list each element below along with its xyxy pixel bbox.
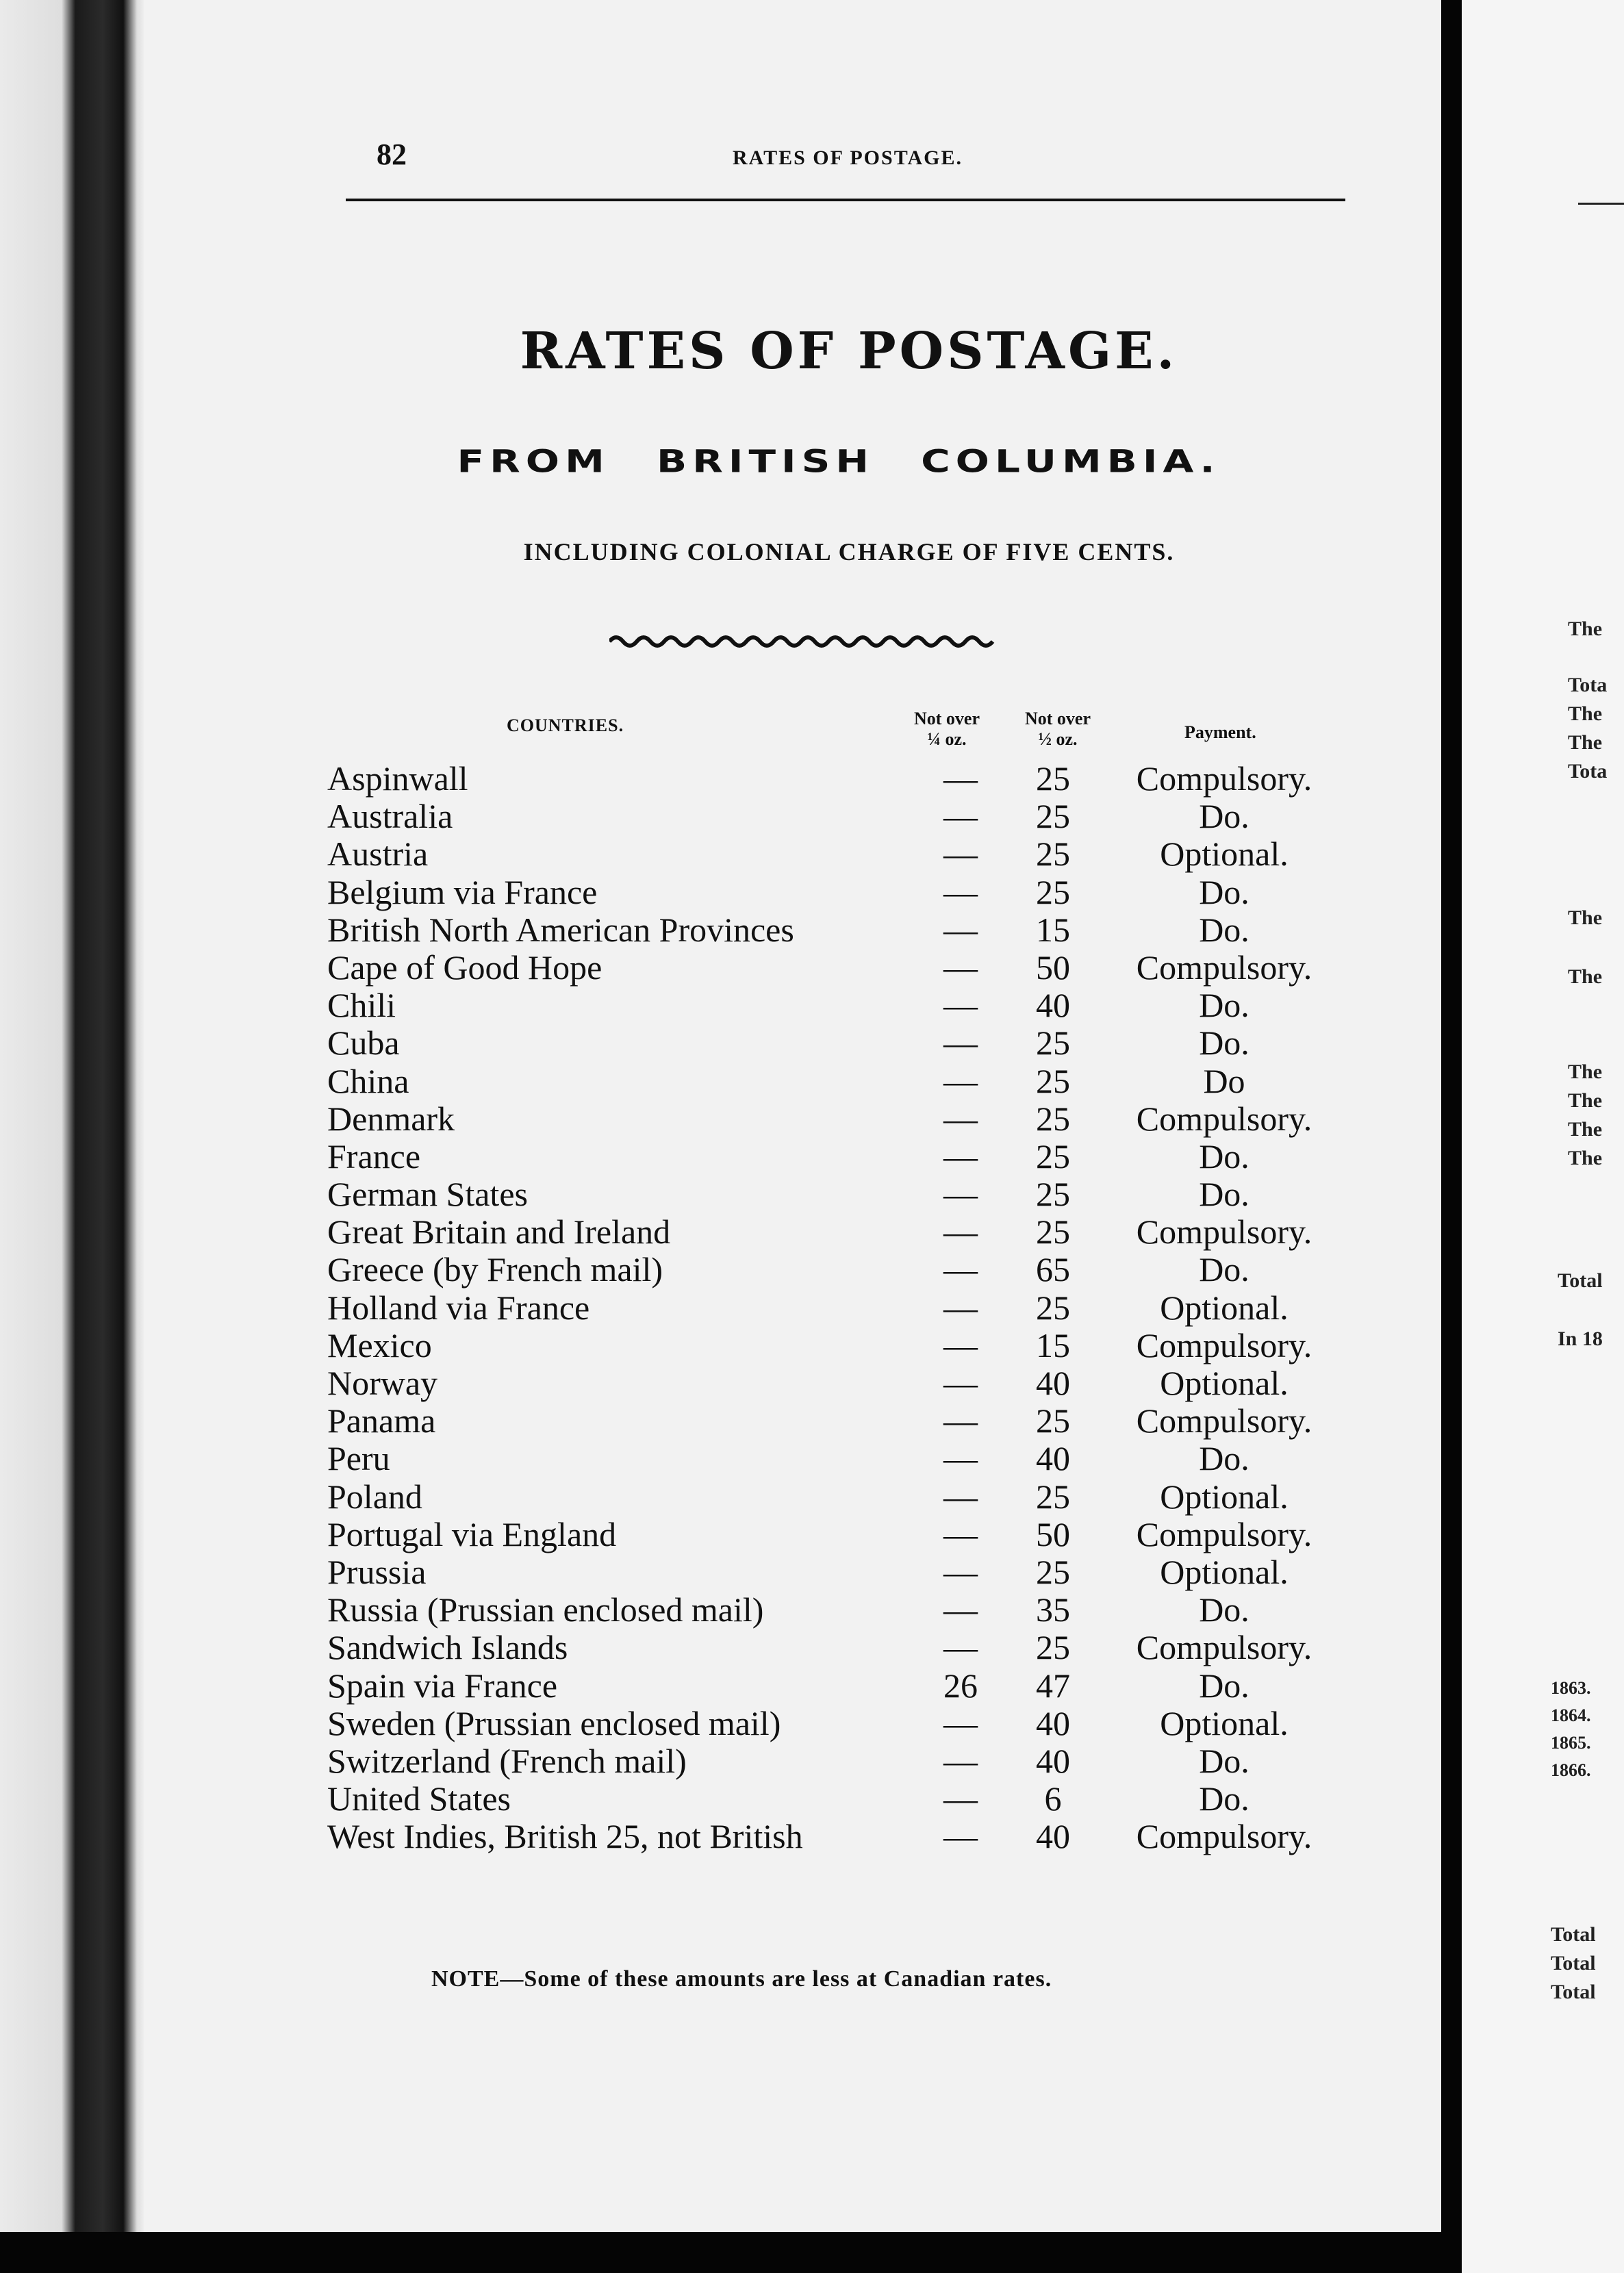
table-row (327, 874, 1354, 911)
table-row (327, 1780, 1354, 1818)
header-countries: COUNTRIES. (507, 715, 624, 735)
table-row (327, 1251, 1354, 1288)
fragment-text: Total (1551, 1952, 1596, 1974)
table-row (327, 1516, 1354, 1553)
table-row (327, 1402, 1354, 1440)
payment-type: Do (1203, 1061, 1245, 1100)
half-oz-rate: 25 (1036, 1628, 1070, 1667)
payment-type: Do. (1199, 1175, 1249, 1214)
half-oz-rate: 25 (1036, 835, 1070, 874)
fragment-text: The (1568, 1061, 1603, 1083)
country-name: Switzerland (French mail) (327, 1741, 687, 1780)
payment-type: Compulsory. (1136, 948, 1312, 987)
table-row (327, 1440, 1354, 1477)
payment-type: Optional. (1160, 1552, 1289, 1591)
quarter-oz-rate: — (943, 910, 978, 949)
page-title: RATES OF POSTAGE. (520, 322, 1178, 381)
page-subtitle: FROM BRITISH COLUMBIA. (457, 443, 1221, 480)
fragment-text: Tota (1568, 674, 1608, 696)
header-quarter-line1: Not over (913, 709, 980, 728)
payment-type: Do. (1199, 1779, 1249, 1818)
payment-type: Compulsory. (1136, 1628, 1312, 1667)
half-oz-rate: 40 (1036, 986, 1070, 1025)
table-row (327, 1818, 1354, 1855)
half-oz-rate: 6 (1044, 1779, 1062, 1818)
payment-type: Do. (1199, 910, 1249, 949)
country-name: Denmark (327, 1099, 455, 1138)
payment-type: Optional. (1160, 835, 1289, 874)
half-oz-rate: 47 (1036, 1666, 1070, 1705)
payment-type: Do. (1199, 1590, 1249, 1629)
charge-line: INCLUDING COLONIAL CHARGE OF FIVE CENTS. (523, 538, 1175, 566)
quarter-oz-rate: — (943, 1364, 978, 1402)
payment-type: Optional. (1160, 1703, 1289, 1742)
facing-page-fragment (1462, 0, 1624, 2273)
half-oz-rate: 25 (1036, 1061, 1070, 1100)
country-name: Cuba (327, 1024, 400, 1063)
fragment-text: 1864. (1551, 1705, 1591, 1725)
running-head (346, 137, 1345, 201)
half-oz-rate: 40 (1036, 1741, 1070, 1780)
country-name: German States (327, 1175, 528, 1214)
country-name: Poland (327, 1477, 422, 1516)
quarter-oz-rate: — (943, 1590, 978, 1629)
quarter-oz-rate: — (943, 1779, 978, 1818)
fragment-text: The (1568, 965, 1603, 988)
fragment-text: Total (1551, 1923, 1596, 1946)
quarter-oz-rate: — (943, 797, 978, 836)
half-oz-rate: 25 (1036, 1024, 1070, 1063)
quarter-oz-rate: — (943, 1703, 978, 1742)
footnote: NOTE—Some of these amounts are less at Canadian rates. (431, 1966, 1052, 1992)
table-row (327, 987, 1354, 1024)
page-gutter (1441, 0, 1462, 2273)
quarter-oz-rate: — (943, 1325, 978, 1364)
payment-type: Do. (1199, 1024, 1249, 1063)
header-half-oz (1006, 709, 1109, 750)
payment-type: Compulsory. (1136, 1401, 1312, 1440)
table-row (327, 1100, 1354, 1138)
table-row (327, 1742, 1354, 1780)
half-oz-rate: 15 (1036, 910, 1070, 949)
half-oz-rate: 25 (1036, 1099, 1070, 1138)
quarter-oz-rate: — (943, 1061, 978, 1100)
table-row (327, 1327, 1354, 1364)
country-name: Australia (327, 797, 453, 836)
table-row (327, 1478, 1354, 1516)
table-row (327, 798, 1354, 835)
table-row (327, 1213, 1354, 1251)
table-row (327, 1553, 1354, 1591)
payment-type: Compulsory. (1136, 1325, 1312, 1364)
quarter-oz-rate: — (943, 1136, 978, 1176)
half-oz-rate: 65 (1036, 1250, 1070, 1289)
half-oz-rate: 40 (1036, 1364, 1070, 1402)
half-oz-rate: 25 (1036, 759, 1070, 798)
payment-type: Do. (1199, 1136, 1249, 1176)
payment-type: Optional. (1160, 1477, 1289, 1516)
country-name: Norway (327, 1364, 438, 1402)
page-number: 82 (377, 138, 407, 171)
quarter-oz-rate: — (943, 759, 978, 798)
table-row (327, 949, 1354, 987)
country-name: France (327, 1136, 421, 1176)
fragment-text: Tota (1568, 760, 1608, 783)
quarter-oz-rate: — (943, 1477, 978, 1516)
country-name: Cape of Good Hope (327, 948, 602, 987)
fragment-text: The (1568, 1118, 1603, 1141)
payment-type: Do. (1199, 1741, 1249, 1780)
quarter-oz-rate: — (943, 1099, 978, 1138)
table-row (327, 760, 1354, 798)
quarter-oz-rate: — (943, 835, 978, 874)
half-oz-rate: 25 (1036, 1288, 1070, 1327)
country-name: China (327, 1061, 409, 1100)
table-row (327, 1667, 1354, 1705)
fragment-text: The (1568, 1147, 1603, 1169)
half-oz-rate: 15 (1036, 1325, 1070, 1364)
country-name: British North American Provinces (327, 910, 794, 949)
country-name: Great Britain and Ireland (327, 1212, 671, 1252)
half-oz-rate: 25 (1036, 1401, 1070, 1440)
table-row (327, 1591, 1354, 1629)
table-row (327, 911, 1354, 949)
half-oz-rate: 25 (1036, 872, 1070, 911)
header-quarter-line2: ¼ oz. (927, 729, 967, 749)
country-name: United States (327, 1779, 511, 1818)
payment-type: Optional. (1160, 1364, 1289, 1402)
fragment-text: 1865. (1551, 1733, 1591, 1753)
half-oz-rate: 40 (1036, 1439, 1070, 1478)
book-spine (0, 0, 144, 2273)
table-row (327, 1176, 1354, 1213)
quarter-oz-rate: — (943, 1514, 978, 1553)
payment-type: Compulsory. (1136, 1099, 1312, 1138)
fragment-text: In 18 (1558, 1328, 1603, 1350)
half-oz-rate: 50 (1036, 1514, 1070, 1553)
country-name: Prussia (327, 1552, 427, 1591)
half-oz-rate: 25 (1036, 1477, 1070, 1516)
country-name: Sweden (Prussian enclosed mail) (327, 1703, 781, 1742)
half-oz-rate: 25 (1036, 1552, 1070, 1591)
payment-type: Do. (1199, 1439, 1249, 1478)
quarter-oz-rate: — (943, 1175, 978, 1214)
quarter-oz-rate: — (943, 1024, 978, 1063)
quarter-oz-rate: 26 (943, 1666, 978, 1705)
payment-type: Compulsory. (1136, 759, 1312, 798)
country-name: Sandwich Islands (327, 1628, 568, 1667)
payment-type: Do. (1199, 797, 1249, 836)
half-oz-rate: 25 (1036, 1175, 1070, 1214)
country-name: Russia (Prussian enclosed mail) (327, 1590, 764, 1629)
country-name: Aspinwall (327, 759, 468, 798)
quarter-oz-rate: — (943, 1401, 978, 1440)
quarter-oz-rate: — (943, 948, 978, 987)
quarter-oz-rate: — (943, 1250, 978, 1289)
payment-type: Do. (1199, 986, 1249, 1025)
header-half-line2: ½ oz. (1038, 729, 1078, 749)
quarter-oz-rate: — (943, 1212, 978, 1252)
quarter-oz-rate: — (943, 872, 978, 911)
country-name: Belgium via France (327, 872, 598, 911)
fragment-text: 1866. (1551, 1760, 1591, 1780)
header-payment: Payment. (1184, 722, 1256, 742)
payment-type: Do. (1199, 872, 1249, 911)
half-oz-rate: 25 (1036, 1136, 1070, 1176)
fragment-text: 1863. (1551, 1678, 1591, 1698)
quarter-oz-rate: — (943, 1817, 978, 1856)
fragment-text: The (1568, 731, 1603, 754)
table-row (327, 1063, 1354, 1100)
payment-type: Do. (1199, 1666, 1249, 1705)
wavy-rule-ornament (609, 626, 1000, 654)
country-name: Chili (327, 986, 396, 1025)
country-name: Holland via France (327, 1288, 590, 1327)
table-row (327, 1364, 1354, 1402)
half-oz-rate: 35 (1036, 1590, 1070, 1629)
payment-type: Compulsory. (1136, 1212, 1312, 1252)
payment-type: Compulsory. (1136, 1817, 1312, 1856)
fragment-text: The (1568, 618, 1603, 640)
country-name: West Indies, British 25, not British (327, 1817, 803, 1856)
half-oz-rate: 40 (1036, 1703, 1070, 1742)
table-row (327, 1289, 1354, 1327)
payment-type: Optional. (1160, 1288, 1289, 1327)
quarter-oz-rate: — (943, 986, 978, 1025)
country-name: Peru (327, 1439, 390, 1478)
country-name: Mexico (327, 1325, 432, 1364)
quarter-oz-rate: — (943, 1288, 978, 1327)
fragment-text: The (1568, 1089, 1603, 1112)
fragment-text: Total (1558, 1269, 1603, 1292)
half-oz-rate: 40 (1036, 1817, 1070, 1856)
country-name: Greece (by French mail) (327, 1250, 663, 1289)
bottom-edge (0, 2232, 1441, 2273)
country-name: Spain via France (327, 1666, 558, 1705)
half-oz-rate: 25 (1036, 1212, 1070, 1252)
fragment-text: Total (1551, 1981, 1596, 2003)
table-row (327, 1629, 1354, 1666)
payment-type: Compulsory. (1136, 1514, 1312, 1553)
fragment-text: The (1568, 906, 1603, 929)
quarter-oz-rate: — (943, 1552, 978, 1591)
half-oz-rate: 50 (1036, 948, 1070, 987)
country-name: Panama (327, 1401, 436, 1440)
postage-rates-table (327, 760, 1354, 1855)
payment-type: Do. (1199, 1250, 1249, 1289)
table-row (327, 835, 1354, 873)
country-name: Portugal via England (327, 1514, 617, 1553)
quarter-oz-rate: — (943, 1628, 978, 1667)
table-row (327, 1705, 1354, 1742)
header-half-line1: Not over (1024, 709, 1091, 728)
half-oz-rate: 25 (1036, 797, 1070, 836)
quarter-oz-rate: — (943, 1439, 978, 1478)
header-quarter-oz (896, 709, 998, 750)
country-name: Austria (327, 835, 429, 874)
quarter-oz-rate: — (943, 1741, 978, 1780)
table-row (327, 1024, 1354, 1062)
fragment-text: The (1568, 702, 1603, 725)
running-title: RATES OF POSTAGE. (733, 147, 963, 169)
table-row (327, 1138, 1354, 1176)
